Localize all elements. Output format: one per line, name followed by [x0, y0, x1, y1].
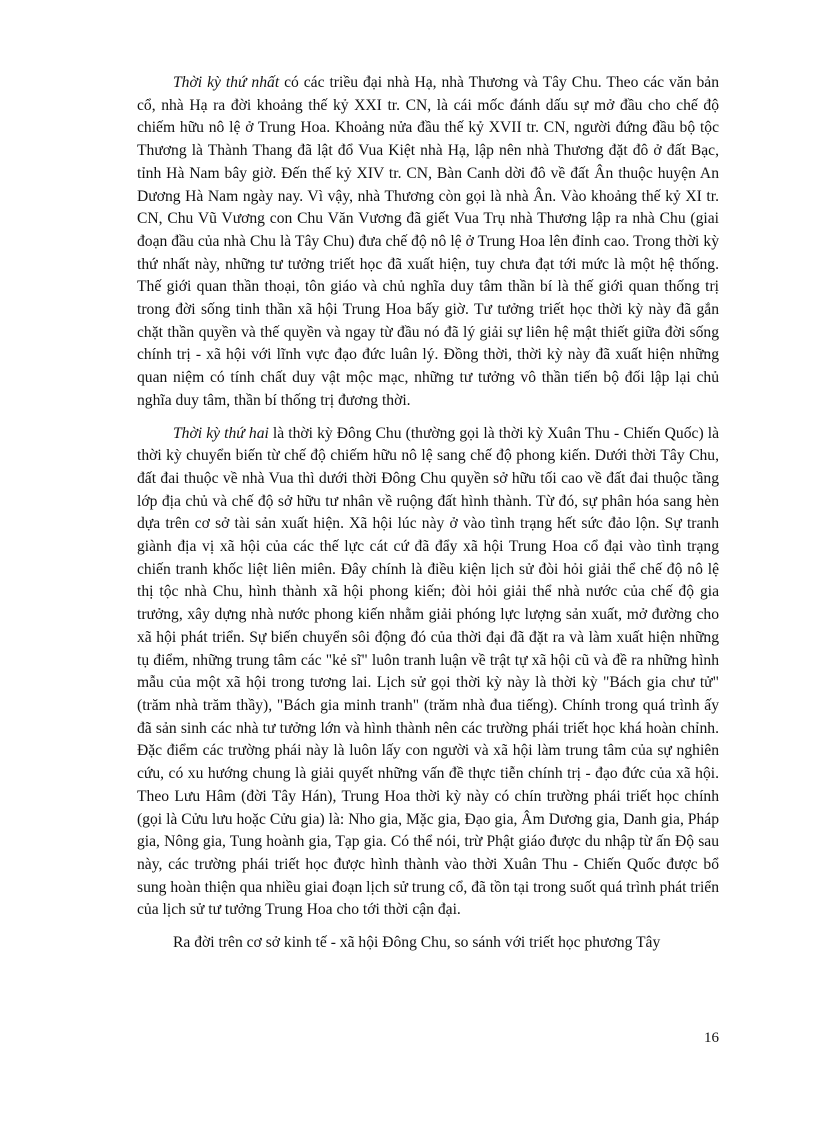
- paragraph-body: là thời kỳ Đông Chu (thường gọi là thời kỳ Xuân Thu - Chiến Quốc) là thời kỳ chuyển biến từ chế độ chiếm hữu nô lệ sang chế độ phong kiến. Dưới thời Tây Chu, đất đai thuộc về nhà Vua thì dưới thời Đông Chu quyền sở hữu tối cao về đất đai thuộc tầng lớp địa chủ và chế độ sở hữu tư nhân về ruộng đất hình thành. Từ đó, sự phân hóa sang hèn dựa trên cơ sở tài sản xuất hiện. Xã hội lúc này ở vào tình trạng hết sức đảo lộn. Sự tranh giành địa vị xã hội của các thế lực cát cứ đã đẩy xã hội Trung Hoa cổ đại vào tình trạng chiến tranh khốc liệt liên miên. Đây chính là điều kiện lịch sử đòi hỏi giải thể chế độ nô lệ thị tộc nhà Chu, hình thành xã hội phong kiến; đòi hỏi giải thể nhà nước của chế độ gia trưởng, xây dựng nhà nước phong kiến nhằm giải phóng lực lượng sản xuất, mở đường cho xã hội phát triển. Sự biến chuyển sôi động đó của thời đại đã đặt ra và làm xuất hiện những tụ điểm, những trung tâm các "kẻ sĩ" luôn tranh luận về trật tự xã hội cũ và đề ra những hình mẫu của một xã hội trong tương lai. Lịch sử gọi thời kỳ này là thời kỳ "Bách gia chư tử" (trăm nhà trăm thầy), "Bách gia minh tranh" (trăm nhà đua tiếng). Chính trong quá trình ấy đã sản sinh các nhà tư tưởng lớn và hình thành nên các trường phái triết học khá hoàn chỉnh. Đặc điểm các trường phái này là luôn lấy con người và xã hội làm trung tâm của sự nghiên cứu, có xu hướng chung là giải quyết những vấn đề thực tiễn chính trị - đạo đức của xã hội. Theo Lưu Hâm (đời Tây Hán), Trung Hoa thời kỳ này có chín trường phái triết học chính (gọi là Cửu lưu hoặc Cửu gia) là: Nho gia, Mặc gia, Đạo gia, Âm Dương gia, Danh gia, Pháp gia, Nông gia, Tung hoành gia, Tạp gia. Có thể nói, trừ Phật giáo được du nhập từ ấn Độ sau này, các trường phái triết học được hình thành vào thời Xuân Thu - Chiến Quốc được bổ sung hoàn thiện qua nhiều giai đoạn lịch sử trung cổ, đã tồn tại trong suốt quá trình phát triển của lịch sử tư tưởng Trung Hoa cho tới thời cận đại.: [137, 424, 719, 919]
- paragraph-body: Ra đời trên cơ sở kinh tế - xã hội Đông Chu, so sánh với triết học phương Tây: [173, 934, 661, 952]
- paragraph-lead-italic: Thời kỳ thứ nhất: [173, 74, 280, 91]
- paragraph-second-period: [137, 423, 719, 922]
- page-number: 16: [704, 1030, 719, 1046]
- paragraph-body: có các triều đại nhà Hạ, nhà Thương và Tây Chu. Theo các văn bản cổ, nhà Hạ ra đời khoảng thế kỷ XXI tr. CN, là cái mốc đánh dấu sự mở đầu cho chế độ chiếm hữu nô lệ ở Trung Hoa. Khoảng nửa đầu thế kỷ XVII tr. CN, người đứng đầu bộ tộc Thương là Thành Thang đã lật đổ Vua Kiệt nhà Hạ, lập nên nhà Thương đặt đô ở đất Bạc, tỉnh Hà Nam bây giờ. Đến thế kỷ XIV tr. CN, Bàn Canh dời đô về đất Ân thuộc huyện An Dương Hà Nam ngày nay. Vì vậy, nhà Thương còn gọi là nhà Ân. Vào khoảng thế kỷ XI tr. CN, Chu Vũ Vương con Chu Văn Vương đã giết Vua Trụ nhà Thương lập ra nhà Chu (giai đoạn đầu của nhà Chu là Tây Chu) đưa chế độ nô lệ ở Trung Hoa lên đỉnh cao. Trong thời kỳ thứ nhất này, những tư tưởng triết học đã xuất hiện, tuy chưa đạt tới mức là một hệ thống. Thế giới quan thần thoại, tôn giáo và chủ nghĩa duy tâm thần bí là thế giới quan thống trị trong đời sống tinh thần xã hội Trung Hoa bấy giờ. Tư tưởng triết học thời kỳ này đã gắn chặt thần quyền và thế quyền và ngay từ đầu nó đã lý giải sự liên hệ mật thiết giữa đời sống chính trị - xã hội với lĩnh vực đạo đức luân lý. Đồng thời, thời kỳ này đã xuất hiện những quan niệm có tính chất duy vật mộc mạc, những tư tưởng vô thần tiến bộ đối lập lại chủ nghĩa duy tâm, thần bí thống trị đương thời.: [137, 74, 719, 409]
- paragraph-first-period: [137, 72, 719, 413]
- paragraph-closing: [137, 932, 719, 955]
- paragraph-lead-italic: Thời kỳ thứ hai: [173, 424, 269, 442]
